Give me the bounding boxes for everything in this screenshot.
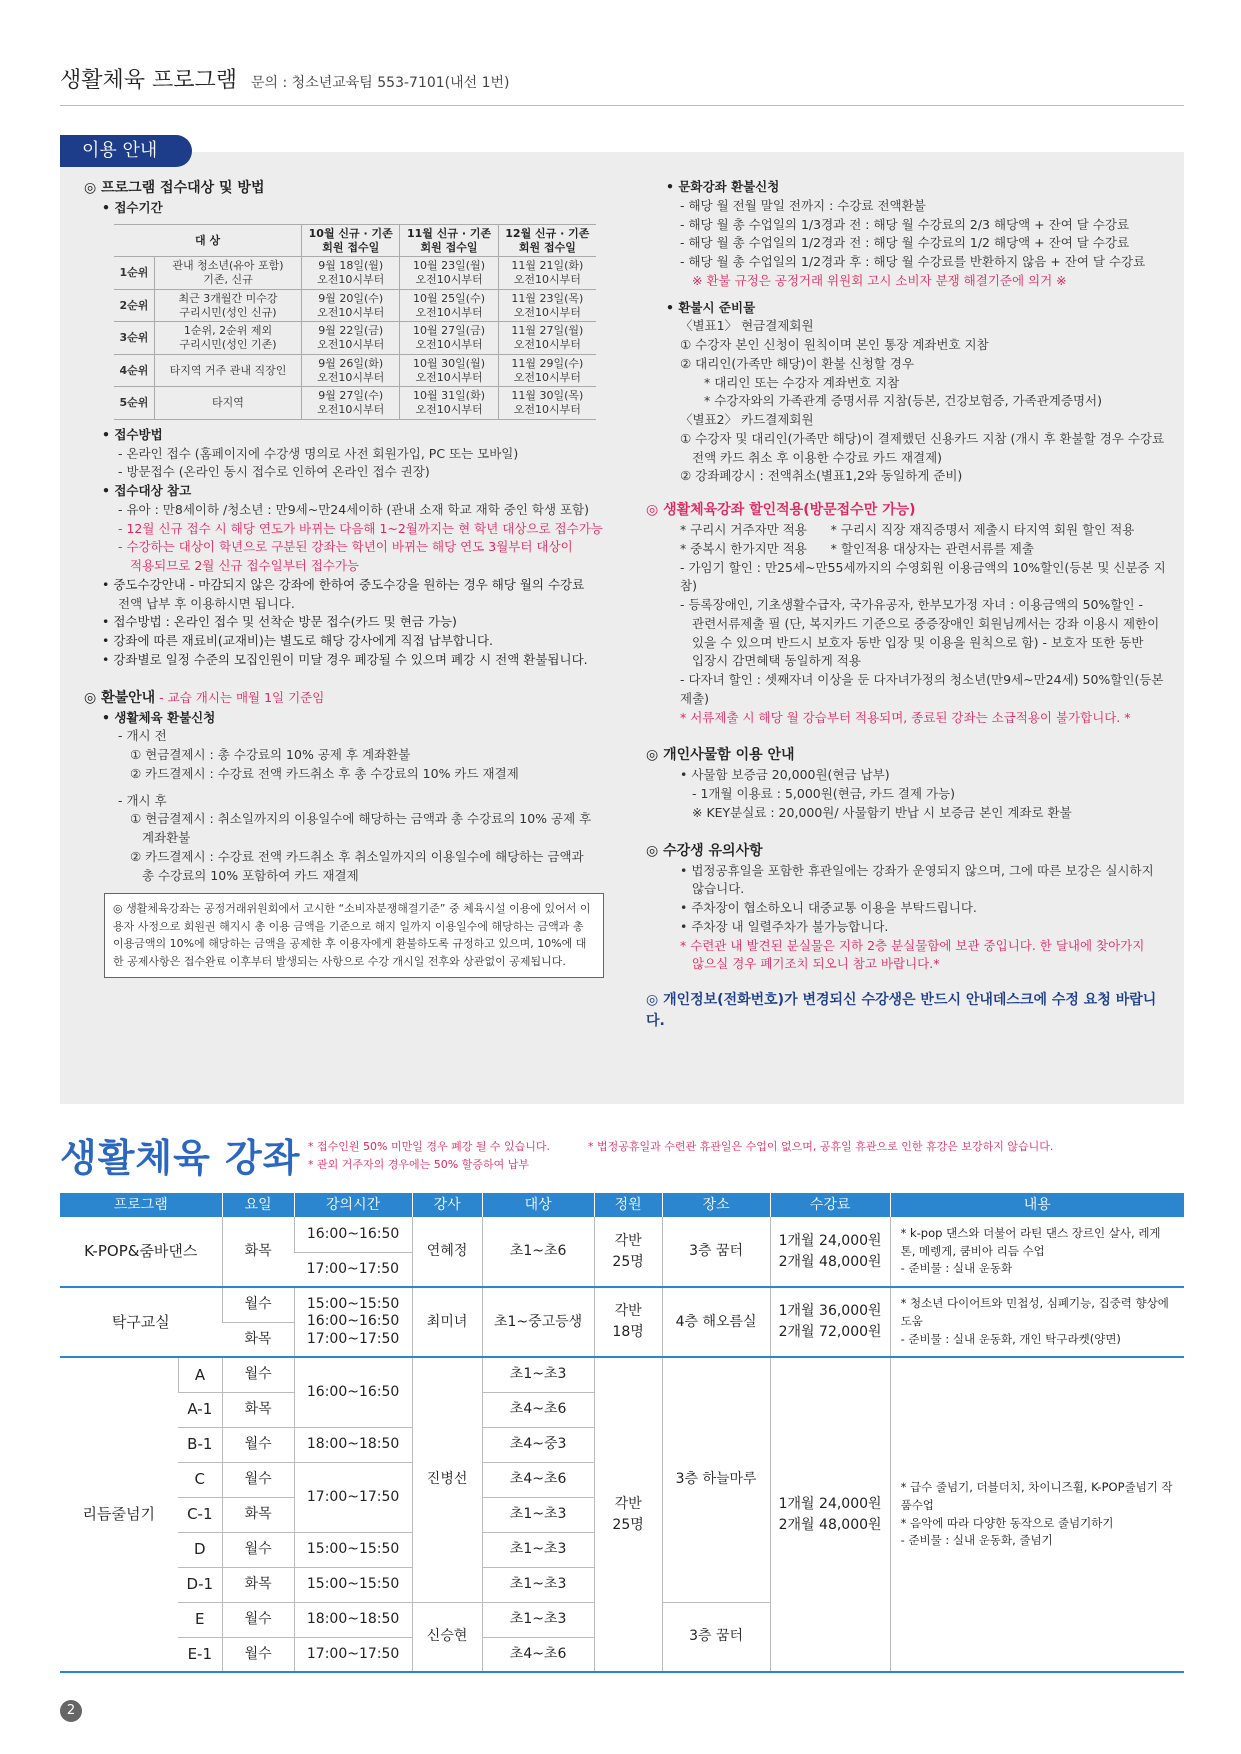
content-cell: * k-pop 댄스와 더불어 라틴 댄스 장르인 살사, 레게톤, 메렝게, 쿰비아 리듬 수업 - 준비물 : 실내 운동화 [890, 1217, 1184, 1287]
table-row [114, 387, 596, 420]
refund-title: ◎ 환불안내 [84, 689, 156, 706]
class-cell: A [178, 1357, 222, 1392]
page-header [60, 64, 1184, 106]
refund-after: - 개시 후 [118, 792, 167, 808]
date-cell: 10월 25일(수) 오전10시부터 [400, 289, 498, 322]
prep-title: • 환불시 준비물 [666, 299, 756, 315]
table-row [114, 322, 596, 355]
class-cell: C-1 [178, 1497, 222, 1532]
target-cell: 초4~중3 [482, 1427, 594, 1462]
refund-before-cash: ① 현금결제시 : 총 수강료의 10% 공제 후 계좌환불 [130, 747, 411, 762]
target-grade-note: - 수강하는 대상이 학년으로 구분된 강좌는 학년이 바뀌는 해당 연도 3월부터 대상이 [118, 539, 573, 555]
lt-head-time: 강의시간 [294, 1193, 412, 1217]
guide-badge: 이용 안내 [60, 135, 192, 167]
class-cell: D [178, 1532, 222, 1567]
table-row [114, 354, 596, 387]
refund-sub: • 생활체육 환불신청 [102, 709, 216, 725]
time-cell: 18:00~18:50 [294, 1427, 412, 1462]
time-cell: 15:00~15:50 [294, 1567, 412, 1602]
caution-3: • 주차장 내 일렬주차가 불가능합니다. [680, 918, 889, 934]
prep-6: 〈별표2〉 카드결제회원 [680, 412, 814, 427]
discount-title: ◎ 생활체육강좌 할인적용(방문접수만 가능) [646, 502, 916, 518]
target-cell: 초4~초6 [482, 1392, 594, 1427]
registration-table [114, 224, 596, 420]
rank-cell: 4순위 [114, 354, 154, 387]
lt-head-day: 요일 [222, 1193, 294, 1217]
date-cell: 11월 23일(목) 오전10시부터 [498, 289, 596, 322]
place-cell: 3층 꿈터 [662, 1602, 770, 1672]
refund-before-card: ② 카드결제시 : 수강료 전액 카드취소 후 총 수강료의 10% 카드 재결제 [130, 765, 519, 781]
day-cell: 월수 [222, 1637, 294, 1672]
class-cell: D-1 [178, 1567, 222, 1602]
refund-title-line [84, 688, 604, 709]
capacity-cell: 각반 18명 [594, 1287, 662, 1357]
target-cell: 초1~초3 [482, 1567, 594, 1602]
lt-head-content: 내용 [890, 1193, 1184, 1217]
target-cell: 초4~초6 [482, 1637, 594, 1672]
target-cell: 관내 청소년(유아 포함) 기존, 신규 [154, 257, 301, 290]
date-cell: 10월 27일(금) 오전10시부터 [400, 322, 498, 355]
refund-after-cash-cont: 계좌환불 [142, 830, 191, 845]
lectures-title: 생활체육 강좌 [60, 1136, 301, 1180]
prep-5: * 수강자와의 가족관계 증명서류 지참(등본, 건강보험증, 가족관계증명서) [704, 393, 1102, 409]
contact-info: 문의 : 청소년교육팀 553-7101(내선 1번) [251, 75, 510, 91]
lt-head-target: 대상 [482, 1193, 594, 1217]
class-cell: B-1 [178, 1427, 222, 1462]
content-cell: * 급수 줄넘기, 더블더치, 차이니즈휠, K-POP줄넘기 작품수업 * 음악에 따라 다양한 동작으로 줄넘기하기 - 준비물 : 실내 운동화, 줄넘기 [890, 1357, 1184, 1672]
lecture-note-1: * 접수인원 50% 미만일 경우 폐강 될 수 있습니다. [308, 1140, 551, 1153]
target-dec-note: - 12월 신규 접수 시 해당 연도가 바뀌는 다음해 1~2월까지는 현 학년 대상으로 접수가능 [118, 520, 603, 536]
table-row [60, 1357, 1184, 1392]
table-row [114, 289, 596, 322]
place-cell: 4층 해오름실 [662, 1287, 770, 1357]
prep-7: ① 수강자 및 대리인(가족만 해당)이 결제했던 신용카드 지참 (개시 후 환불할 경우 수강료 [680, 430, 1165, 446]
dispute-notice-box: ◎ 생활체육강좌는 공정거래위원회에서 고시한 “소비자분쟁해결기준” 중 체육시설 이용에 있어서 이용자 사정으로 회원권 해지시 총 이용 금액을 기준으로 해지 일까지 이용일수에 해당하는 금액과 총 이용금액의 10%에 해당하는 금액을 공제한 후 이용자에게 환불하도록 규정하고 있으며, 10%에 대한 공제사항은 접수완료 이후부터 발생되는 사항으로 수강 개시일 전후와 상관없이 공제됩니다. [104, 893, 604, 977]
teacher-cell: 최미녀 [412, 1287, 482, 1357]
prep-3: ② 대리인(가족만 해당)이 환불 신청할 경우 [680, 355, 915, 371]
target-cell: 초1~초6 [482, 1217, 594, 1287]
caution-2: • 주차장이 협소하오니 대중교통 이용을 부탁드립니다. [680, 900, 977, 915]
target-cell: 타지역 거주 관내 직장인 [154, 354, 301, 387]
rank-cell: 1순위 [114, 257, 154, 290]
culture-refund-note: ※ 환불 규정은 공정거래 위원회 고시 소비자 분쟁 해결기준에 의거 ※ [692, 272, 1067, 288]
prep-7-cont: 전액 카드 취소 후 이용한 수강료 카드 재결제) [692, 449, 943, 465]
method-online: - 온라인 접수 (홈페이지에 수강생 명의로 사전 회원가입, PC 또는 모바일) [118, 445, 519, 461]
culture-refund-4: - 해당 월 총 수업일의 1/2경과 후 : 해당 월 수강료를 반환하지 않음 + 잔여 달 수강료 [680, 254, 1146, 269]
day-cell: 월수 [222, 1287, 294, 1322]
sec1-title: ◎ 프로그램 접수대상 및 방법 [84, 180, 265, 196]
class-cell: C [178, 1462, 222, 1497]
page-number: 2 [60, 1700, 82, 1722]
discount-4-cont1: 관련서류제출 필 (단, 복지카드 기준으로 중증장애인 회원님께서는 강좌 이용시 제한이 [692, 615, 1160, 631]
rt-head-target: 대 상 [114, 224, 302, 257]
date-cell: 9월 27일(수) 오전10시부터 [302, 387, 400, 420]
time-cell: 16:00~16:50 [294, 1217, 412, 1252]
day-cell: 화목 [222, 1322, 294, 1357]
culture-refund-1: - 해당 월 전월 말일 전까지 : 수강료 전액환불 [680, 197, 926, 213]
mid-course-info: • 중도수강안내 - 마감되지 않은 강좌에 한하여 중도수강을 원하는 경우 해당 월의 수강료 [102, 576, 585, 592]
content-cell: * 청소년 다이어트와 민첩성, 심폐기능, 집중력 향상에 도움 - 준비물 : 실내 운동화, 개인 탁구라켓(양면) [890, 1287, 1184, 1357]
lt-head-fee: 수강료 [770, 1193, 890, 1217]
class-cell: A-1 [178, 1392, 222, 1427]
time-cell: 16:00~16:50 [294, 1357, 412, 1427]
teacher-cell: 신승현 [412, 1602, 482, 1672]
prep-2: ① 수강자 본인 신청이 원칙이며 본인 통장 계좌번호 지참 [680, 337, 989, 352]
day-cell: 화목 [222, 1497, 294, 1532]
locker-2: - 1개월 이용료 : 5,000원(현금, 카드 결제 가능) [692, 786, 956, 801]
day-cell: 화목 [222, 1392, 294, 1427]
date-cell: 9월 20일(수) 오전10시부터 [302, 289, 400, 322]
date-cell: 10월 30일(월) 오전10시부터 [400, 354, 498, 387]
day-cell: 월수 [222, 1427, 294, 1462]
caution-title: ◎ 수강생 유의사항 [646, 842, 763, 859]
rt-head-oct: 10월 신규 · 기존 회원 접수일 [302, 224, 400, 257]
lt-head-program: 프로그램 [60, 1193, 222, 1217]
prep-4: * 대리인 또는 수강자 계좌번호 지참 [704, 374, 900, 390]
target-label: • 접수대상 참고 [102, 483, 192, 498]
period-label: • 접수기간 [102, 200, 163, 215]
lecture-note-3: * 법정공휴일과 수련관 휴관일은 수업이 없으며, 공휴일 휴관으로 인한 휴강은 보강하지 않습니다. [588, 1140, 1054, 1153]
prep-1: 〈별표1〉 현금결제회원 [680, 318, 814, 334]
lecture-note-2: * 관외 거주자의 경우에는 50% 할증하여 납부 [308, 1158, 529, 1171]
guide-right-column [646, 178, 1168, 1032]
day-cell: 월수 [222, 1602, 294, 1637]
date-cell: 9월 18일(월) 오전10시부터 [302, 257, 400, 290]
target-cell: 초1~초3 [482, 1497, 594, 1532]
refund-after-card-cont: 총 수강료의 10% 포함하여 카드 재결제 [142, 867, 359, 883]
program-name: K-POP&줌바댄스 [60, 1217, 222, 1287]
caution-4-cont: 않으실 경우 폐기조치 되오니 참고 바랍니다.* [692, 956, 940, 972]
fee-cell: 1개월 24,000원 2개월 48,000원 [770, 1217, 890, 1287]
lt-head-place: 장소 [662, 1193, 770, 1217]
mid-course-info-cont: 전액 납부 후 이용하시면 됩니다. [118, 595, 295, 611]
caution-1-cont: 않습니다. [692, 881, 745, 897]
day-cell: 화목 [222, 1567, 294, 1602]
refund-after-cash: ① 현금결제시 : 취소일까지의 이용일수에 해당하는 금액과 총 수강료의 10% 공제 후 [130, 811, 592, 827]
target-cell: 초1~중고등생 [482, 1287, 594, 1357]
day-cell: 월수 [222, 1532, 294, 1567]
discount-4: - 등록장애인, 기초생활수급자, 국가유공자, 한부모가정 자녀 : 이용금액의 50%할인 - [680, 597, 1144, 612]
discount-4-cont3: 입장시 감면혜택 동일하게 적용 [692, 653, 861, 669]
place-cell: 3층 하늘마루 [662, 1357, 770, 1602]
time-cell: 15:00~15:50 [294, 1532, 412, 1567]
target-cell: 최근 3개월간 미수강 구리시민(성인 신규) [154, 289, 301, 322]
refund-after-card: ② 카드결제시 : 수강료 전액 카드취소 후 취소일까지의 이용일수에 해당하는 금액과 [130, 848, 584, 864]
closure-info: • 강좌별로 일정 수준의 모집인원이 미달 경우 폐강될 수 있으며 폐강 시 전액 환불됩니다. [102, 651, 588, 667]
material-fee-info: • 강좌에 따른 재료비(교재비)는 별도로 해당 강사에게 직접 납부합니다. [102, 633, 493, 648]
date-cell: 10월 23일(월) 오전10시부터 [400, 257, 498, 290]
target-cell: 타지역 [154, 387, 301, 420]
table-row [60, 1287, 1184, 1322]
target-age: - 유아 : 만8세이하 /청소년 : 만9세~만24세이하 (관내 소재 학교 재학 중인 학생 포함) [118, 501, 590, 517]
teacher-cell: 연혜정 [412, 1217, 482, 1287]
lt-head-capacity: 정원 [594, 1193, 662, 1217]
date-cell: 11월 27일(월) 오전10시부터 [498, 322, 596, 355]
page-title: 생활체육 프로그램 [60, 68, 238, 93]
culture-refund-2: - 해당 월 총 수업일의 1/3경과 전 : 해당 월 수강료의 2/3 해당액 + 잔여 달 수강료 [680, 216, 1130, 232]
final-notice: ◎ 개인정보(전화번호)가 변경되신 수강생은 반드시 안내데스크에 수정 요청 바랍니다. [646, 992, 1157, 1029]
caution-4: * 수련관 내 발견된 분실물은 지하 2층 분실물함에 보관 중입니다. 한 달내에 찾아가지 [680, 937, 1145, 953]
locker-1: • 사물함 보증금 20,000원(현금 납부) [680, 767, 890, 783]
date-cell: 9월 26일(화) 오전10시부터 [302, 354, 400, 387]
target-cell: 1순위, 2순위 제외 구리시민(성인 기존) [154, 322, 301, 355]
rank-cell: 2순위 [114, 289, 154, 322]
discount-5: - 다자녀 할인 : 셋째자녀 이상을 둔 다자녀가정의 청소년(만9세~만24세) 50%할인(등본제출) [680, 672, 1164, 706]
day-cell: 월수 [222, 1357, 294, 1392]
discount-1: * 구리시 거주자만 적용 * 구리시 직장 재직증명서 제출시 타지역 회원 할인 적용 [680, 522, 1135, 537]
discount-3: - 가임기 할인 : 만25세~만55세까지의 수영회원 이용금액의 10%할인(등본 및 신분증 지참) [680, 559, 1166, 594]
class-cell: E [178, 1602, 222, 1637]
date-cell: 10월 31일(화) 오전10시부터 [400, 387, 498, 420]
capacity-cell: 각반 25명 [594, 1217, 662, 1287]
prep-8: ② 강좌폐강시 : 전액취소(별표1,2와 동일하게 준비) [680, 468, 963, 484]
lecture-table [60, 1193, 1184, 1673]
culture-refund-3: - 해당 월 총 수업일의 1/2경과 전 : 해당 월 수강료의 1/2 해당액 + 잔여 달 수강료 [680, 235, 1130, 251]
discount-4-cont2: 있을 수 있으며 반드시 보호자 동반 입장 및 이용을 원칙으로 함) - 보호자 또한 동반 [692, 634, 1144, 650]
caution-1: • 법정공휴일을 포함한 휴관일에는 강좌가 운영되지 않으며, 그에 따른 보강은 실시하지 [680, 862, 1154, 878]
program-name: 탁구교실 [60, 1287, 222, 1357]
date-cell: 11월 21일(화) 오전10시부터 [498, 257, 596, 290]
program-name: 리듬줄넘기 [60, 1357, 178, 1672]
rt-head-dec: 12월 신규 · 기존 회원 접수일 [498, 224, 596, 257]
class-cell: E-1 [178, 1637, 222, 1672]
method-visit: - 방문접수 (온라인 동시 접수로 인하여 온라인 접수 권장) [118, 464, 430, 480]
target-cell: 초1~초3 [482, 1357, 594, 1392]
target-cell: 초4~초6 [482, 1462, 594, 1497]
refund-before: - 개시 전 [118, 728, 167, 744]
reg-method-info: • 접수방법 : 온라인 접수 및 선착순 방문 접수(카드 및 현금 가능) [102, 614, 457, 630]
rank-cell: 3순위 [114, 322, 154, 355]
lt-head-teacher: 강사 [412, 1193, 482, 1217]
target-grade-note-cont: 적용되므로 2월 신규 접수일부터 접수가능 [130, 558, 360, 573]
locker-title: ◎ 개인사물함 이용 안내 [646, 747, 795, 764]
fee-cell: 1개월 24,000원 2개월 48,000원 [770, 1357, 890, 1672]
discount-note: * 서류제출 시 해당 월 강습부터 적용되며, 종료된 강좌는 소급적용이 불가합니다. * [680, 709, 1131, 725]
method-label: • 접수방법 [102, 426, 163, 442]
date-cell: 9월 22일(금) 오전10시부터 [302, 322, 400, 355]
culture-refund-title: • 문화강좌 환불신청 [666, 179, 780, 194]
time-cell: 17:00~17:50 [294, 1462, 412, 1532]
table-row [114, 257, 596, 290]
date-cell: 11월 30일(목) 오전10시부터 [498, 387, 596, 420]
target-cell: 초1~초3 [482, 1602, 594, 1637]
place-cell: 3층 꿈터 [662, 1217, 770, 1287]
day-cell: 월수 [222, 1462, 294, 1497]
time-cell: 17:00~17:50 [294, 1637, 412, 1672]
guide-left-column [84, 178, 604, 978]
discount-2: * 중복시 한가지만 적용 * 할인적용 대상자는 관련서류를 제출 [680, 540, 1034, 556]
time-cell: 18:00~18:50 [294, 1602, 412, 1637]
rank-cell: 5순위 [114, 387, 154, 420]
time-cell: 17:00~17:50 [294, 1252, 412, 1287]
table-row [60, 1217, 1184, 1252]
rt-head-nov: 11월 신규 · 기존 회원 접수일 [400, 224, 498, 257]
fee-cell: 1개월 36,000원 2개월 72,000원 [770, 1287, 890, 1357]
refund-note: - 교습 개시는 매월 1일 기준임 [155, 689, 325, 705]
day-cell: 화목 [222, 1217, 294, 1287]
locker-3: ※ KEY분실료 : 20,000원/ 사물함키 반납 시 보증금 본인 계좌로 환불 [692, 804, 1072, 820]
time-cell: 15:00~15:50 16:00~16:50 17:00~17:50 [294, 1287, 412, 1357]
date-cell: 11월 29일(수) 오전10시부터 [498, 354, 596, 387]
teacher-cell: 진병선 [412, 1357, 482, 1602]
target-cell: 초1~초3 [482, 1532, 594, 1567]
capacity-cell: 각반 25명 [594, 1357, 662, 1672]
